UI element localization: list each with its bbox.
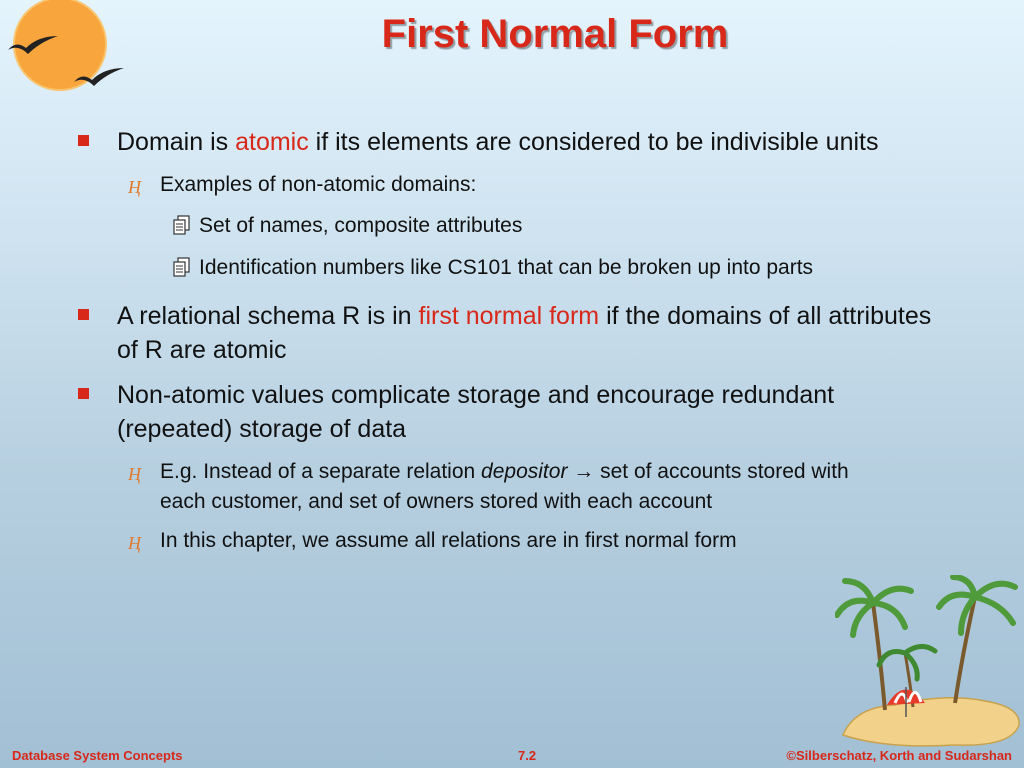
document-icon <box>173 256 199 286</box>
sub-bullet-example-depositor <box>128 457 938 517</box>
footer-copyright: ©Silberschatz, Korth and Sudarshan <box>786 748 1012 763</box>
bullet-text: A relational schema R is in <box>117 302 419 330</box>
footer-left: Database System Concepts <box>12 748 183 763</box>
bullet-text: Set of names, composite attributes <box>199 214 523 237</box>
highlight-term: first normal form <box>418 302 600 330</box>
h-glyph-icon: Ⱨ <box>128 533 141 553</box>
slide-content <box>78 125 938 567</box>
sub-sub-bullet-identification <box>173 253 938 286</box>
h-glyph-icon: Ⱨ <box>128 464 141 484</box>
h-glyph-icon: Ⱨ <box>128 177 141 197</box>
sub-bullet-assumption <box>128 526 938 558</box>
square-bullet-icon <box>78 309 89 320</box>
bullet-first-normal-form <box>78 299 938 367</box>
sub-sub-bullet-names <box>173 211 938 244</box>
bullet-text: if its elements are considered to be indivisible units <box>308 128 879 156</box>
square-bullet-icon <box>78 388 89 399</box>
document-icon <box>173 214 199 244</box>
bullet-text: Identification numbers like CS101 that can be broken up into parts <box>199 256 814 279</box>
sub-bullet-examples <box>128 170 938 202</box>
slide-title: First Normal Form <box>381 12 729 56</box>
bullet-text: Examples of non-atomic domains: <box>160 173 477 196</box>
bullet-atomic-domain <box>78 125 938 159</box>
bullet-text: if the domains of all attributes of R are atomic <box>117 302 932 364</box>
bullet-text: In this chapter, we assume all relations are in first normal form <box>160 529 737 552</box>
footer-page-number: 7.2 <box>518 748 537 763</box>
italic-term: depositor <box>481 460 568 483</box>
bullet-non-atomic-values <box>78 378 938 446</box>
palm-island-icon <box>835 575 1024 750</box>
square-bullet-icon <box>78 135 89 146</box>
bird-icon <box>70 62 130 92</box>
highlight-term: atomic <box>235 128 309 156</box>
bullet-text: E.g. Instead of a separate relation <box>160 460 482 483</box>
bullet-text: Non-atomic values complicate storage and encourage redundant (repeated) storage of data <box>117 381 835 443</box>
arrow-icon: → <box>567 460 601 483</box>
bullet-text: set of accounts stored with each customer, and set of owners stored with each account <box>160 460 849 513</box>
bullet-text: Domain is <box>117 128 236 156</box>
